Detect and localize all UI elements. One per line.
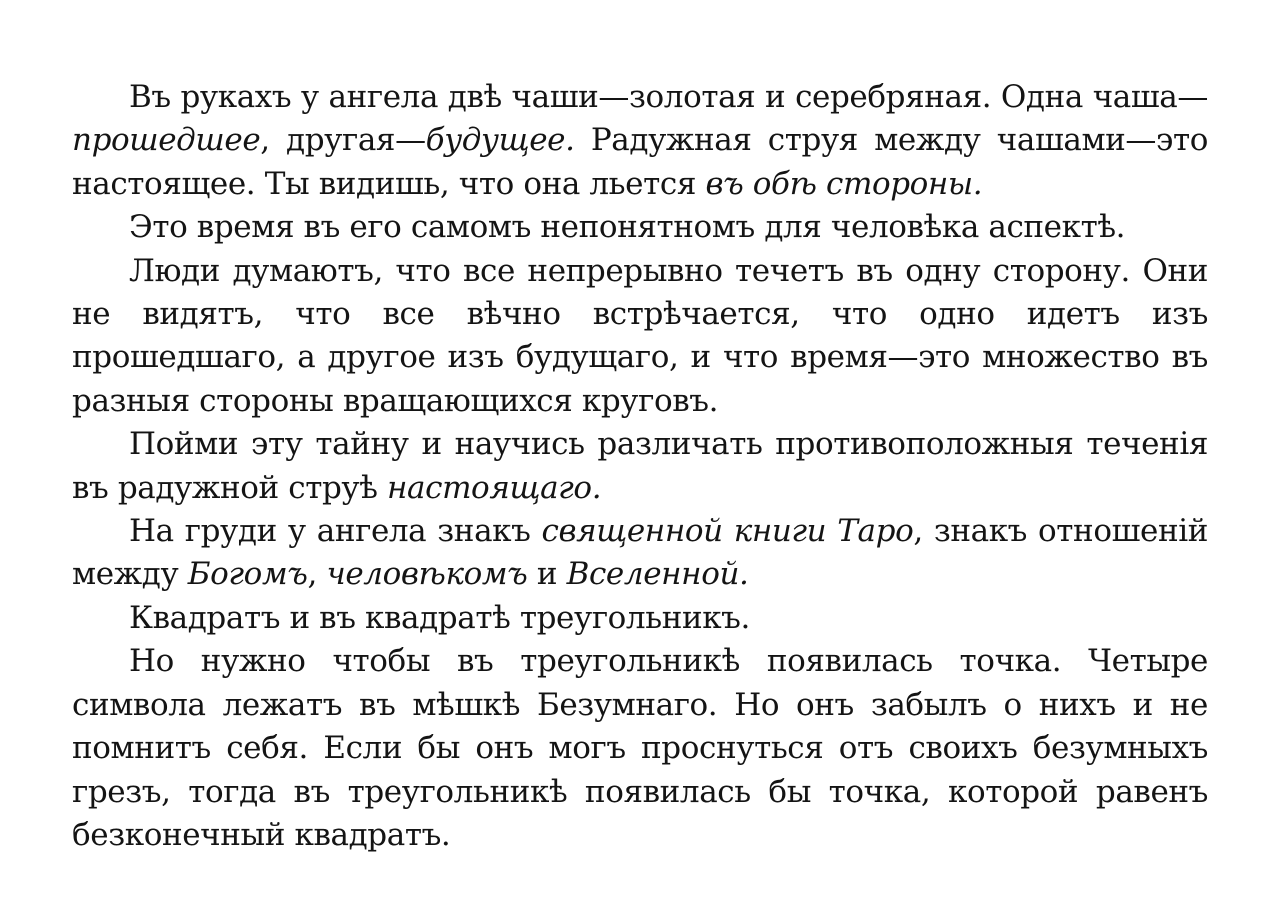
document-page <box>72 76 1208 857</box>
text-run: , другая— <box>260 122 426 159</box>
text-run: Квадратъ и въ квадратѣ треугольникъ. <box>129 599 750 636</box>
italic-text-run: прошедшее <box>72 122 261 159</box>
italic-text-run: настоящаго. <box>387 469 602 506</box>
italic-text-run: въ обѣ стороны. <box>705 165 983 202</box>
text-run: Но нужно чтобы въ треугольникѣ появилась точка. Четыре символа лежатъ въ мѣшкѣ Безумнаго. Но онъ забылъ о нихъ и не помнитъ себя. Если бы онъ могъ проснуться отъ своихъ безумныхъ грезъ, тогда въ треугольникѣ появилась бы точка, которой равенъ безконечный квадратъ. <box>72 643 1208 853</box>
paragraph-6 <box>72 597 1208 640</box>
italic-text-run: будущее. <box>425 122 575 159</box>
paragraph-3 <box>72 250 1208 424</box>
paragraph-2 <box>72 206 1208 249</box>
text-run: Это время въ его самомъ непонятномъ для человѣка аспектѣ. <box>129 209 1126 246</box>
text-run: Пойми эту тайну и научись различать противоположныя теченія въ радужной струѣ <box>72 426 1208 506</box>
text-run: , <box>307 556 327 593</box>
text-run: , знакъ отношеній между <box>72 513 1208 593</box>
text-run: Люди думаютъ, что все непрерывно течетъ въ одну сторону. Они не видятъ, что все вѣчно встрѣчается, что одно идетъ изъ прошедшаго, а другое изъ будущаго, и что время—это множество въ разныя стороны вращающихся круговъ. <box>72 252 1208 419</box>
paragraph-5 <box>72 510 1208 597</box>
text-run: Въ рукахъ у ангела двѣ чаши—золотая и серебряная. Одна чаша— <box>129 79 1208 115</box>
italic-text-run: священной книги Таро <box>541 513 914 550</box>
paragraph-7 <box>72 640 1208 857</box>
paragraph-1 <box>72 76 1208 206</box>
italic-text-run: человѣкомъ <box>326 556 528 593</box>
italic-text-run: Богомъ <box>187 556 308 593</box>
text-run: и <box>527 556 567 593</box>
text-run: Радужная струя между чашами—это настоящее. Ты видишь, что она льется <box>72 122 1209 202</box>
italic-text-run: Вселенной. <box>566 556 749 593</box>
text-run: На груди у ангела знакъ <box>129 513 542 550</box>
paragraph-4 <box>72 423 1208 510</box>
